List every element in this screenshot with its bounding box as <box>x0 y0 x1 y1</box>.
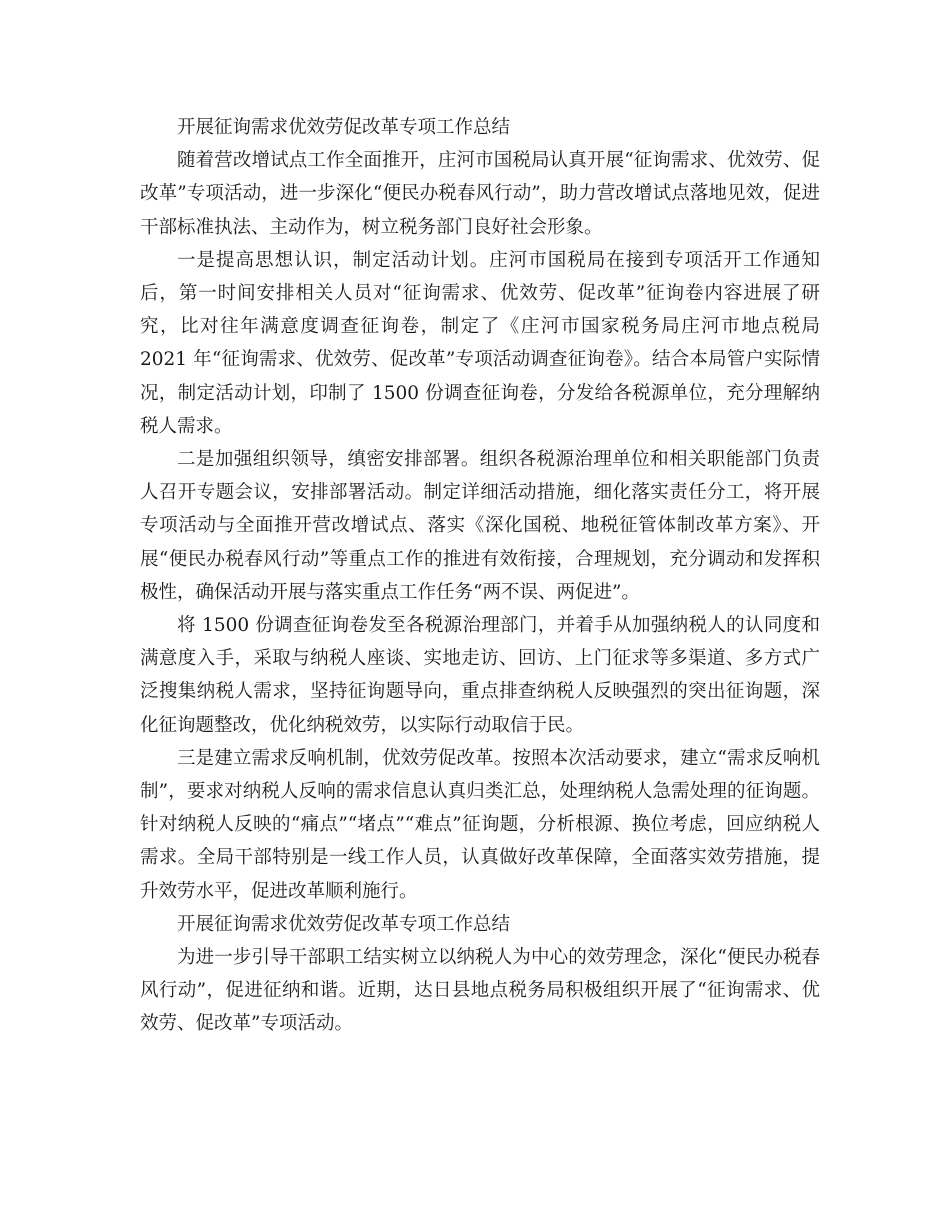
document-title-second: 开展征询需求优效劳促改革专项工作总结 <box>177 913 511 935</box>
paragraph-point-one: 一是提高思想认识，制定活动计划。庄河市国税局在接到专项活开工作通知后，第一时间安排相关人员对“征询需求、优效劳、促改革”征询卷内容进展了研究，比对往年满意度调查征询卷，制定了《庄河市国家税务局庄河市地点税局 2021 年“征询需求、优效劳、促改革”专项活动调查征询卷》。结合本局管户实际情况，制定活动计划，印制了 1500 份调查征询卷，分发给各税源单位，充分理解纳税人需求。 <box>140 249 820 437</box>
document-body <box>140 111 820 1041</box>
paragraph-survey-distribution: 将 1500 份调查征询卷发至各税源治理部门，并着手从加强纳税人的认同度和满意度入手，采取与纳税人座谈、实地走访、回访、上门征求等多渠道、多方式广泛搜集纳税人需求，坚持征询题导向，重点排查纳税人反映强烈的突出征询题，深化征询题整改，优化纳税效劳，以实际行动取信于民。 <box>140 615 820 736</box>
paragraph-point-two: 二是加强组织领导，缜密安排部署。组织各税源治理单位和相关职能部门负责人召开专题会议，安排部署活动。制定详细活动措施，细化落实责任分工，将开展专项活动与全面推开营改增试点、落实《深化国税、地税征管体制改革方案》、开展“便民办税春风行动”等重点工作的推进有效衔接，合理规划，充分调动和发挥积极性，确保活动开展与落实重点工作任务“两不误、两促进”。 <box>140 449 820 603</box>
paragraph-intro: 随着营改增试点工作全面推开，庄河市国税局认真开展“征询需求、优效劳、促改革”专项活动，进一步深化“便民办税春风行动”，助力营改增试点落地见效，促进干部标准执法、主动作为，树立税务部门良好社会形象。 <box>140 150 820 238</box>
paragraph-point-three: 三是建立需求反响机制，优效劳促改革。按照本次活动要求，建立“需求反响机制”，要求对纳税人反响的需求信息认真归类汇总，处理纳税人急需处理的征询题。针对纳税人反映的“痛点”“堵点”“难点”征询题，分析根源、换位考虑，回应纳税人需求。全局干部特别是一线工作人员，认真做好改革保障，全面落实效劳措施，提升效劳水平，促进改革顺利施行。 <box>140 747 820 902</box>
document-title: 开展征询需求优效劳促改革专项工作总结 <box>177 117 511 138</box>
paragraph-second-intro: 为进一步引导干部职工结实树立以纳税人为中心的效劳理念，深化“便民办税春风行动”，促进征纳和谐。近期，达日县地点税务局积极组织开展了“征询需求、优效劳、促改革”专项活动。 <box>140 947 820 1035</box>
